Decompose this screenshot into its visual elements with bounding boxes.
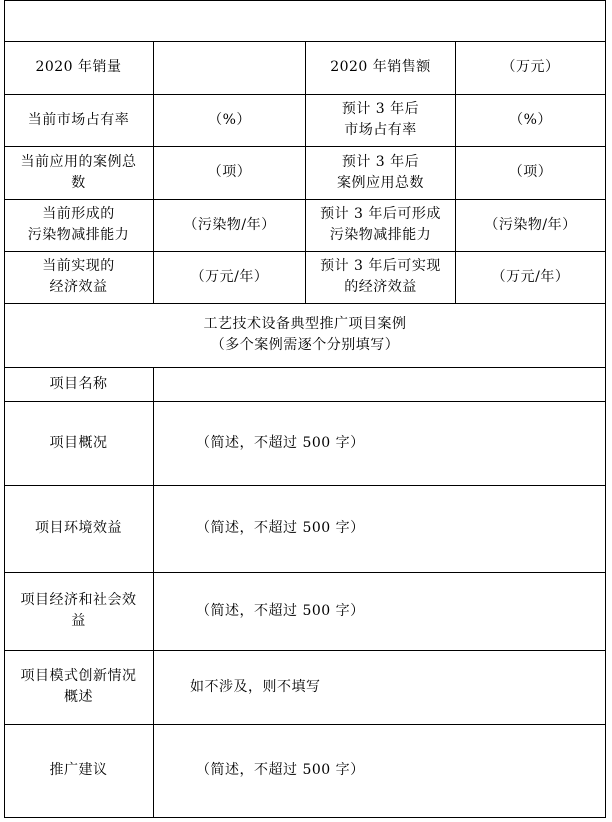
promotion-field[interactable]: （简述，不超过 500 字） [196, 762, 365, 778]
sales-volume-label: 2020 年销量 [35, 59, 122, 75]
innovation-field[interactable]: 如不涉及，则不填写 [190, 678, 321, 695]
econ-benefit-field[interactable]: （万元/年） [190, 268, 269, 285]
econ-benefit-3y-field[interactable]: （万元/年） [491, 268, 570, 285]
env-benefit-label: 项目环境效益 [35, 520, 122, 536]
reduction-3y-field[interactable]: （污染物/年） [484, 216, 577, 233]
econ-benefit-label: 当前实现的 经济效益 [42, 258, 115, 295]
reduction-label: 当前形成的 污染物减排能力 [27, 206, 130, 243]
econ-social-field[interactable]: （简述，不超过 500 字） [196, 602, 365, 619]
case-section-heading: 工艺技术设备典型推广项目案例 （多个案例需逐个分别填写） [203, 316, 407, 353]
project-name-label: 项目名称 [49, 375, 108, 392]
case-count-label: 当前应用的案例总 数 [20, 153, 137, 191]
market-share-label: 当前市场占有率 [27, 111, 130, 128]
econ-benefit-3y-label: 预计 3 年后可实现 的经济效益 [320, 258, 441, 295]
case-count-field[interactable]: （项） [207, 164, 252, 180]
case-count-3y-field[interactable]: （项） [508, 164, 553, 180]
overview-field[interactable]: （简述，不超过 500 字） [196, 434, 365, 451]
project-name-field[interactable] [154, 367, 605, 401]
sales-amount-label: 2020 年销售额 [330, 59, 431, 75]
sales-volume-field[interactable] [154, 41, 305, 94]
reduction-field[interactable]: （污染物/年） [183, 216, 276, 233]
market-share-field[interactable]: （%） [208, 111, 251, 128]
sales-amount-field[interactable]: （万元） [501, 59, 560, 75]
overview-label: 项目概况 [49, 434, 108, 451]
market-share-3y-field[interactable]: （%） [509, 111, 552, 128]
econ-social-label: 项目经济和社会效 益 [20, 592, 137, 629]
case-count-3y-label: 预计 3 年后 案例应用总数 [337, 153, 424, 191]
env-benefit-field[interactable]: （简述，不超过 500 字） [196, 520, 365, 536]
form-table [4, 0, 606, 818]
promotion-label: 推广建议 [49, 762, 108, 778]
reduction-3y-label: 预计 3 年后可形成 污染物减排能力 [320, 206, 441, 243]
innovation-label: 项目模式创新情况 概述 [20, 668, 137, 705]
market-share-3y-label: 预计 3 年后 市场占有率 [341, 101, 420, 138]
